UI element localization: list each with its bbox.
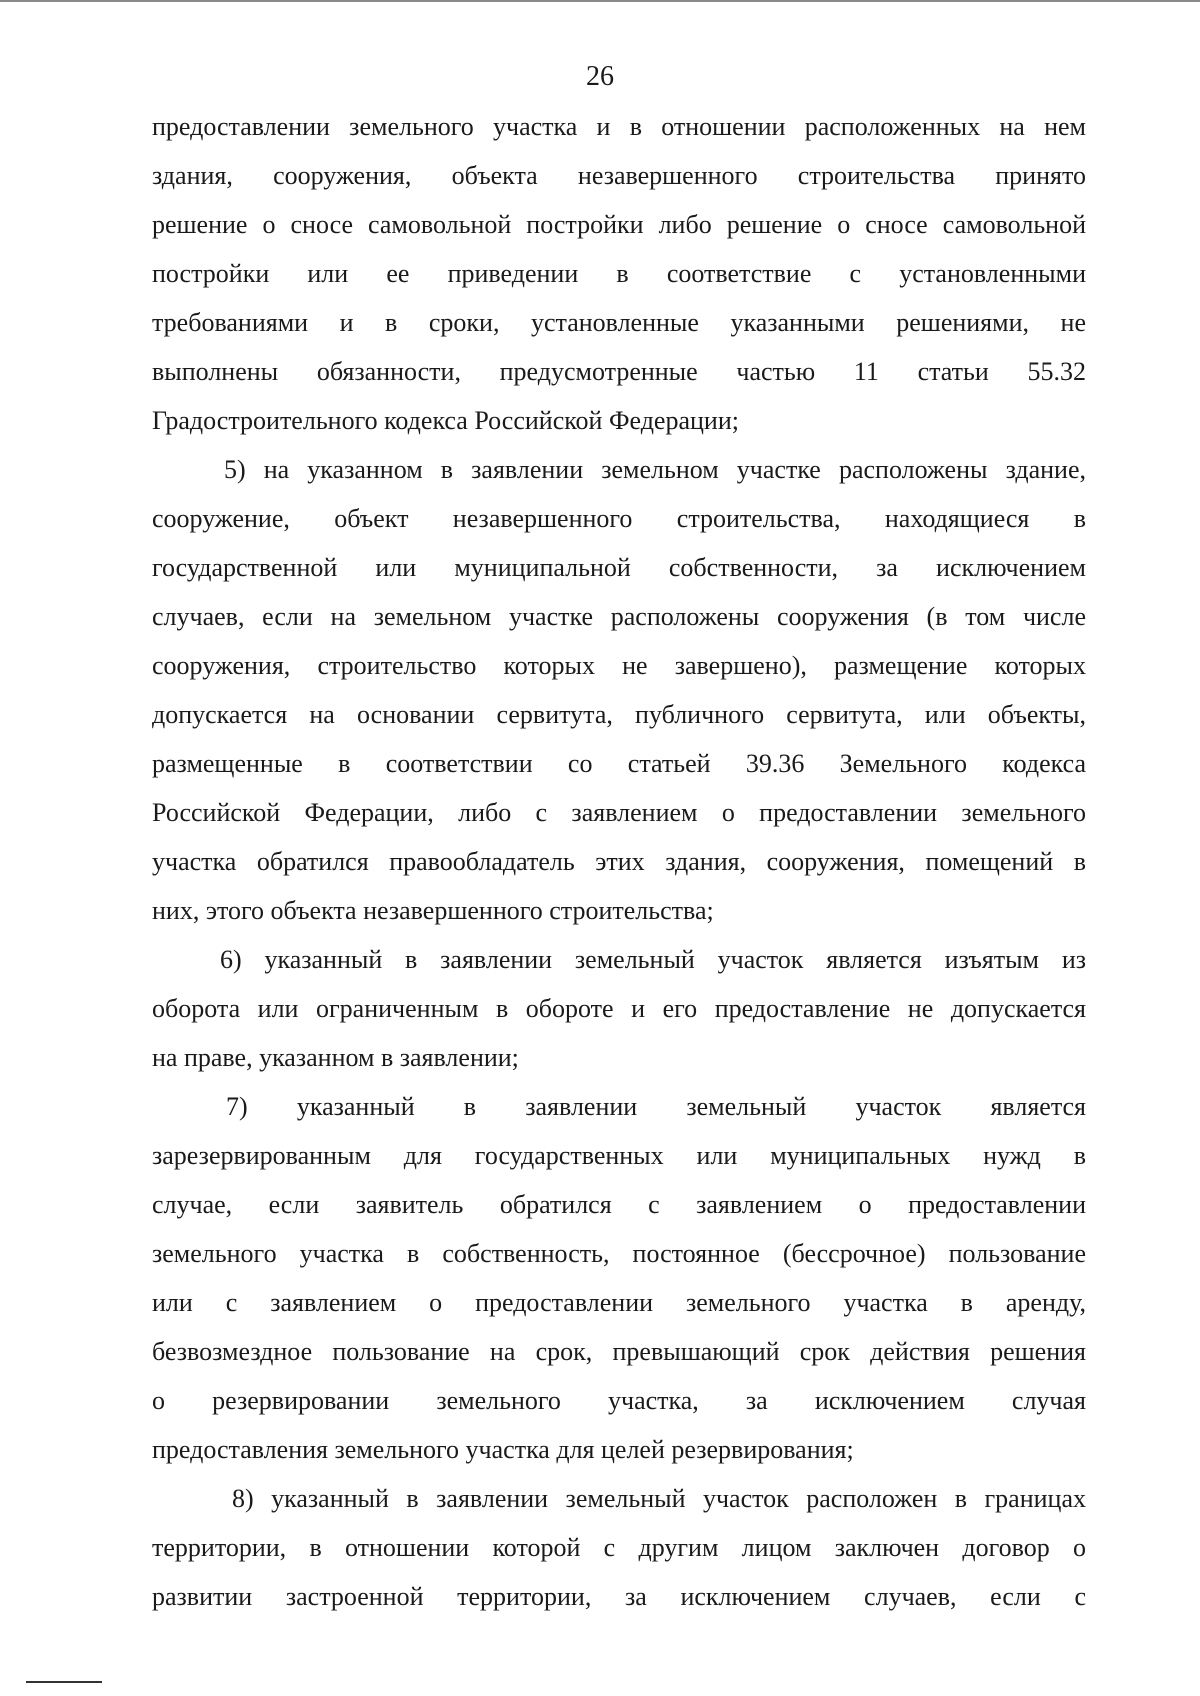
text-line: оборота или ограниченным в обороте и его предоставление не допускается (152, 994, 1086, 1023)
text-line: предоставлении земельного участка и в отношении расположенных на нем (152, 112, 1086, 141)
text-line: размещенные в соответствии со статьей 39.36 Земельного кодекса (152, 749, 1086, 778)
text-line: случаев, если на земельном участке расположены сооружения (в том числе (152, 602, 1086, 631)
text-line: сооружение, объект незавершенного строительства, находящиеся в (152, 504, 1086, 533)
text-line: них, этого объекта незавершенного строительства; (152, 896, 714, 925)
text-line: постройки или ее приведении в соответствие с установленными (152, 259, 1086, 288)
text-line: развитии застроенной территории, за исключением случаев, если с (152, 1582, 1086, 1611)
paragraph-6-first-line: 6) указанный в заявлении земельный участок является изъятым из (220, 945, 1086, 974)
page-number: 26 (586, 61, 614, 92)
paragraph-8-first-line: 8) указанный в заявлении земельный участок расположен в границах (232, 1484, 1086, 1513)
text-line: или с заявлением о предоставлении земельного участка в аренду, (152, 1288, 1086, 1317)
text-line: решение о сносе самовольной постройки либо решение о сносе самовольной (152, 210, 1086, 239)
text-line: случае, если заявитель обратился с заявлением о предоставлении (152, 1190, 1086, 1219)
text-line: безвозмездное пользование на срок, превышающий срок действия решения (152, 1337, 1086, 1366)
footnote-separator (26, 1681, 102, 1683)
text-line: допускается на основании сервитута, публичного сервитута, или объекты, (152, 700, 1086, 729)
text-line: на праве, указанном в заявлении; (152, 1043, 519, 1072)
paragraph-7-first-line: 7) указанный в заявлении земельный участок является (226, 1092, 1086, 1121)
text-line: Российской Федерации, либо с заявлением о предоставлении земельного (152, 798, 1086, 827)
text-line: о резервировании земельного участка, за исключением случая (152, 1386, 1086, 1415)
text-line: требованиями и в сроки, установленные указанными решениями, не (152, 308, 1086, 337)
text-line: зарезервированным для государственных или муниципальных нужд в (152, 1141, 1086, 1170)
document-body (152, 102, 1086, 1621)
text-line: территории, в отношении которой с другим лицом заключен договор о (152, 1533, 1086, 1562)
text-line: участка обратился правообладатель этих здания, сооружения, помещений в (152, 847, 1086, 876)
text-line: выполнены обязанности, предусмотренные частью 11 статьи 55.32 (152, 357, 1086, 386)
text-line: земельного участка в собственность, постоянное (бессрочное) пользование (152, 1239, 1086, 1268)
text-line: здания, сооружения, объекта незавершенного строительства принято (152, 161, 1086, 190)
text-line: Градостроительного кодекса Российской Федерации; (152, 406, 739, 435)
text-line: государственной или муниципальной собственности, за исключением (152, 553, 1086, 582)
text-line: сооружения, строительство которых не завершено), размещение которых (152, 651, 1086, 680)
text-line: предоставления земельного участка для целей резервирования; (152, 1435, 854, 1464)
top-scan-edge (0, 0, 1200, 2)
paragraph-5-first-line: 5) на указанном в заявлении земельном участке расположены здание, (224, 455, 1086, 484)
